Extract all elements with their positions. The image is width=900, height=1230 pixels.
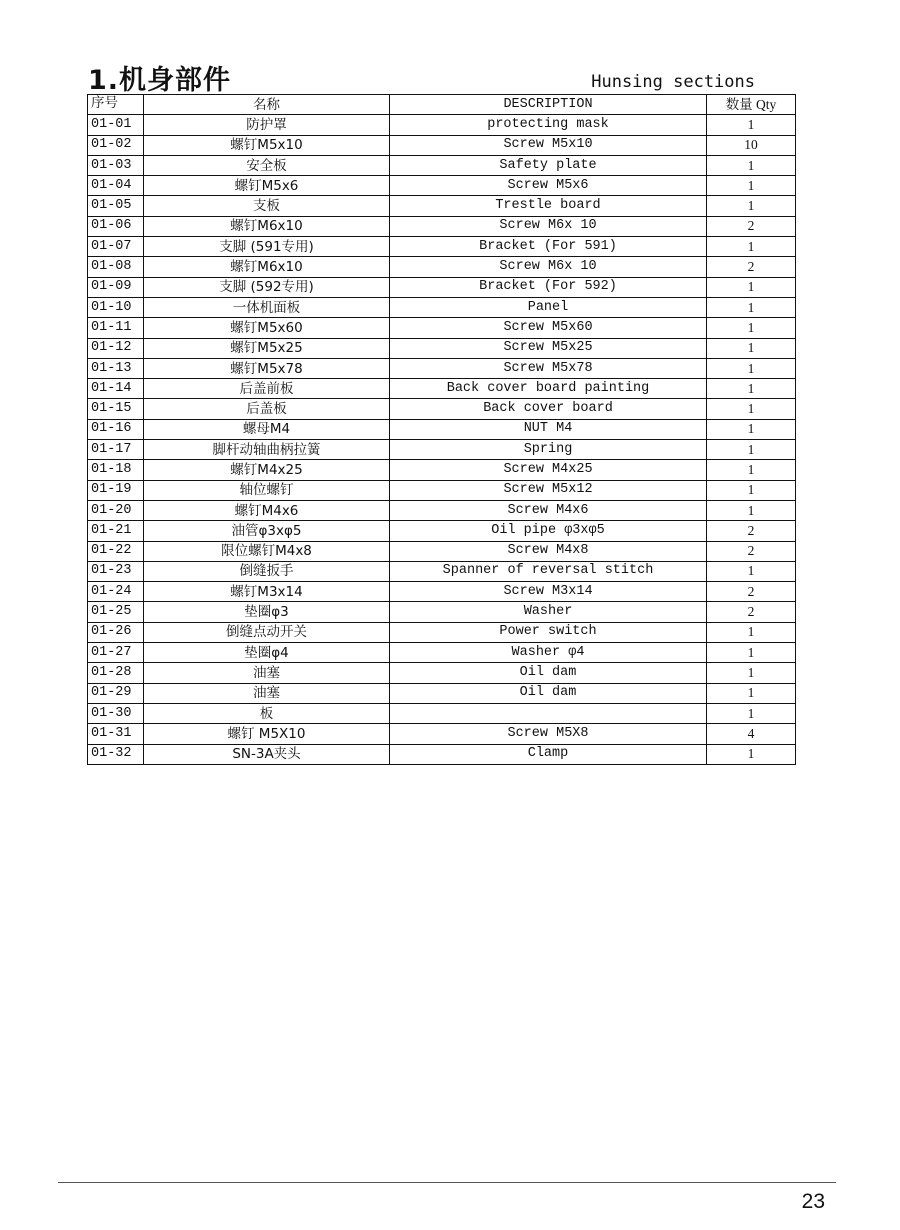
part-qty-cell: 1 <box>707 744 796 764</box>
table-row <box>88 500 796 520</box>
part-qty-cell: 1 <box>707 196 796 216</box>
part-qty-cell: 2 <box>707 257 796 277</box>
part-name-cell: 螺钉M4x6 <box>144 500 390 520</box>
part-qty-cell: 1 <box>707 155 796 175</box>
part-number-cell: 01-24 <box>88 582 144 602</box>
part-description-cell: Screw M5x25 <box>390 338 707 358</box>
part-name-cell: 油塞 <box>144 683 390 703</box>
part-description-cell: Screw M4x25 <box>390 460 707 480</box>
table-row <box>88 277 796 297</box>
part-description-cell: Safety plate <box>390 155 707 175</box>
part-number-cell: 01-11 <box>88 318 144 338</box>
part-qty-cell: 1 <box>707 176 796 196</box>
part-description-cell: Oil pipe φ3xφ5 <box>390 521 707 541</box>
table-row <box>88 480 796 500</box>
part-description-cell: Screw M4x6 <box>390 500 707 520</box>
part-description-cell: Screw M3x14 <box>390 582 707 602</box>
table-row <box>88 602 796 622</box>
part-name-cell: 支脚 (591专用) <box>144 237 390 257</box>
table-row <box>88 663 796 683</box>
part-number-cell: 01-15 <box>88 399 144 419</box>
part-qty-cell: 1 <box>707 318 796 338</box>
part-number-cell: 01-32 <box>88 744 144 764</box>
column-header-name: 名称 <box>144 95 390 115</box>
part-name-cell: 支脚 (592专用) <box>144 277 390 297</box>
part-description-cell: Screw M5x6 <box>390 176 707 196</box>
section-title-en: Hunsing sections <box>591 72 755 92</box>
part-description-cell: Power switch <box>390 622 707 642</box>
part-description-cell: NUT M4 <box>390 419 707 439</box>
part-number-cell: 01-14 <box>88 379 144 399</box>
part-description-cell: Oil dam <box>390 683 707 703</box>
part-description-cell: Screw M6x 10 <box>390 216 707 236</box>
part-number-cell: 01-30 <box>88 703 144 723</box>
part-name-cell: 螺钉M3x14 <box>144 582 390 602</box>
table-row <box>88 440 796 460</box>
part-name-cell: 螺钉M5x6 <box>144 176 390 196</box>
table-row <box>88 399 796 419</box>
part-number-cell: 01-20 <box>88 500 144 520</box>
part-number-cell: 01-29 <box>88 683 144 703</box>
part-name-cell: 螺母M4 <box>144 419 390 439</box>
table-row <box>88 196 796 216</box>
part-description-cell: Spanner of reversal stitch <box>390 561 707 581</box>
part-number-cell: 01-07 <box>88 237 144 257</box>
table-row <box>88 582 796 602</box>
part-number-cell: 01-18 <box>88 460 144 480</box>
part-number-cell: 01-31 <box>88 724 144 744</box>
part-name-cell: 螺钉M6x10 <box>144 257 390 277</box>
part-name-cell: SN-3A夹头 <box>144 744 390 764</box>
table-row <box>88 135 796 155</box>
part-description-cell: Panel <box>390 297 707 317</box>
part-number-cell: 01-10 <box>88 297 144 317</box>
page-number: 23 <box>801 1190 825 1213</box>
table-row <box>88 643 796 663</box>
part-qty-cell: 1 <box>707 379 796 399</box>
part-description-cell: Screw M5X8 <box>390 724 707 744</box>
part-name-cell: 螺钉M5x60 <box>144 318 390 338</box>
part-qty-cell: 1 <box>707 480 796 500</box>
part-description-cell: Washer <box>390 602 707 622</box>
table-row <box>88 460 796 480</box>
part-name-cell: 垫圈φ4 <box>144 643 390 663</box>
part-qty-cell: 1 <box>707 460 796 480</box>
table-row <box>88 683 796 703</box>
part-number-cell: 01-25 <box>88 602 144 622</box>
part-description-cell: Back cover board <box>390 399 707 419</box>
part-qty-cell: 10 <box>707 135 796 155</box>
part-name-cell: 后盖前板 <box>144 379 390 399</box>
table-header-row <box>88 95 796 115</box>
page-header <box>88 58 803 94</box>
part-description-cell: Screw M6x 10 <box>390 257 707 277</box>
part-name-cell: 垫圈φ3 <box>144 602 390 622</box>
part-qty-cell: 1 <box>707 237 796 257</box>
part-number-cell: 01-09 <box>88 277 144 297</box>
table-row <box>88 379 796 399</box>
part-qty-cell: 1 <box>707 419 796 439</box>
part-description-cell: Bracket (For 592) <box>390 277 707 297</box>
part-number-cell: 01-26 <box>88 622 144 642</box>
part-description-cell: Screw M5x12 <box>390 480 707 500</box>
table-row <box>88 216 796 236</box>
table-row <box>88 257 796 277</box>
part-description-cell: Bracket (For 591) <box>390 237 707 257</box>
table-row <box>88 358 796 378</box>
part-qty-cell: 1 <box>707 622 796 642</box>
part-qty-cell: 2 <box>707 541 796 561</box>
part-number-cell: 01-04 <box>88 176 144 196</box>
part-name-cell: 螺钉 M5X10 <box>144 724 390 744</box>
part-number-cell: 01-02 <box>88 135 144 155</box>
part-qty-cell: 1 <box>707 338 796 358</box>
part-description-cell: Screw M5x60 <box>390 318 707 338</box>
table-row <box>88 724 796 744</box>
part-description-cell: Screw M4x8 <box>390 541 707 561</box>
parts-table-body <box>88 115 796 765</box>
part-description-cell: Screw M5x78 <box>390 358 707 378</box>
part-name-cell: 螺钉M5x25 <box>144 338 390 358</box>
part-name-cell: 倒缝点动开关 <box>144 622 390 642</box>
table-row <box>88 155 796 175</box>
table-row <box>88 703 796 723</box>
part-qty-cell: 1 <box>707 440 796 460</box>
table-row <box>88 297 796 317</box>
part-number-cell: 01-17 <box>88 440 144 460</box>
part-name-cell: 安全板 <box>144 155 390 175</box>
column-header-number: 序号 <box>88 95 144 115</box>
part-number-cell: 01-21 <box>88 521 144 541</box>
part-name-cell: 板 <box>144 703 390 723</box>
part-description-cell: Back cover board painting <box>390 379 707 399</box>
part-description-cell: Screw M5x10 <box>390 135 707 155</box>
part-qty-cell: 1 <box>707 643 796 663</box>
part-qty-cell: 2 <box>707 602 796 622</box>
part-description-cell: Oil dam <box>390 663 707 683</box>
part-number-cell: 01-27 <box>88 643 144 663</box>
part-number-cell: 01-05 <box>88 196 144 216</box>
table-row <box>88 541 796 561</box>
part-description-cell: Clamp <box>390 744 707 764</box>
part-qty-cell: 1 <box>707 277 796 297</box>
part-number-cell: 01-22 <box>88 541 144 561</box>
part-description-cell: Trestle board <box>390 196 707 216</box>
part-qty-cell: 1 <box>707 683 796 703</box>
part-description-cell <box>390 703 707 723</box>
part-number-cell: 01-12 <box>88 338 144 358</box>
part-qty-cell: 1 <box>707 358 796 378</box>
parts-table <box>87 94 796 765</box>
table-row <box>88 622 796 642</box>
part-name-cell: 油塞 <box>144 663 390 683</box>
table-row <box>88 744 796 764</box>
table-row <box>88 318 796 338</box>
part-qty-cell: 1 <box>707 561 796 581</box>
part-name-cell: 倒缝扳手 <box>144 561 390 581</box>
table-row <box>88 237 796 257</box>
part-qty-cell: 2 <box>707 216 796 236</box>
part-name-cell: 油管φ3xφ5 <box>144 521 390 541</box>
part-qty-cell: 2 <box>707 521 796 541</box>
part-description-cell: Washer φ4 <box>390 643 707 663</box>
part-qty-cell: 1 <box>707 663 796 683</box>
part-name-cell: 支板 <box>144 196 390 216</box>
section-title-cn: 1.机身部件 <box>88 65 232 96</box>
part-number-cell: 01-19 <box>88 480 144 500</box>
part-description-cell: protecting mask <box>390 115 707 135</box>
part-description-cell: Spring <box>390 440 707 460</box>
part-qty-cell: 2 <box>707 582 796 602</box>
part-number-cell: 01-16 <box>88 419 144 439</box>
part-number-cell: 01-13 <box>88 358 144 378</box>
table-row <box>88 419 796 439</box>
part-name-cell: 脚杆动轴曲柄拉簧 <box>144 440 390 460</box>
part-number-cell: 01-03 <box>88 155 144 175</box>
part-qty-cell: 1 <box>707 115 796 135</box>
table-row <box>88 561 796 581</box>
table-row <box>88 176 796 196</box>
footer-divider <box>58 1182 836 1183</box>
part-number-cell: 01-08 <box>88 257 144 277</box>
table-row <box>88 338 796 358</box>
part-name-cell: 后盖板 <box>144 399 390 419</box>
part-qty-cell: 1 <box>707 399 796 419</box>
part-name-cell: 螺钉M5x78 <box>144 358 390 378</box>
part-qty-cell: 1 <box>707 703 796 723</box>
part-name-cell: 一体机面板 <box>144 297 390 317</box>
part-number-cell: 01-01 <box>88 115 144 135</box>
part-name-cell: 防护罩 <box>144 115 390 135</box>
part-number-cell: 01-28 <box>88 663 144 683</box>
part-name-cell: 轴位螺钉 <box>144 480 390 500</box>
part-number-cell: 01-23 <box>88 561 144 581</box>
part-name-cell: 螺钉M6x10 <box>144 216 390 236</box>
part-qty-cell: 1 <box>707 297 796 317</box>
part-number-cell: 01-06 <box>88 216 144 236</box>
part-name-cell: 限位螺钉M4x8 <box>144 541 390 561</box>
table-row <box>88 521 796 541</box>
part-name-cell: 螺钉M5x10 <box>144 135 390 155</box>
part-qty-cell: 4 <box>707 724 796 744</box>
column-header-description: DESCRIPTION <box>390 95 707 115</box>
table-row <box>88 115 796 135</box>
part-name-cell: 螺钉M4x25 <box>144 460 390 480</box>
part-qty-cell: 1 <box>707 500 796 520</box>
column-header-qty: 数量 Qty <box>707 95 796 115</box>
